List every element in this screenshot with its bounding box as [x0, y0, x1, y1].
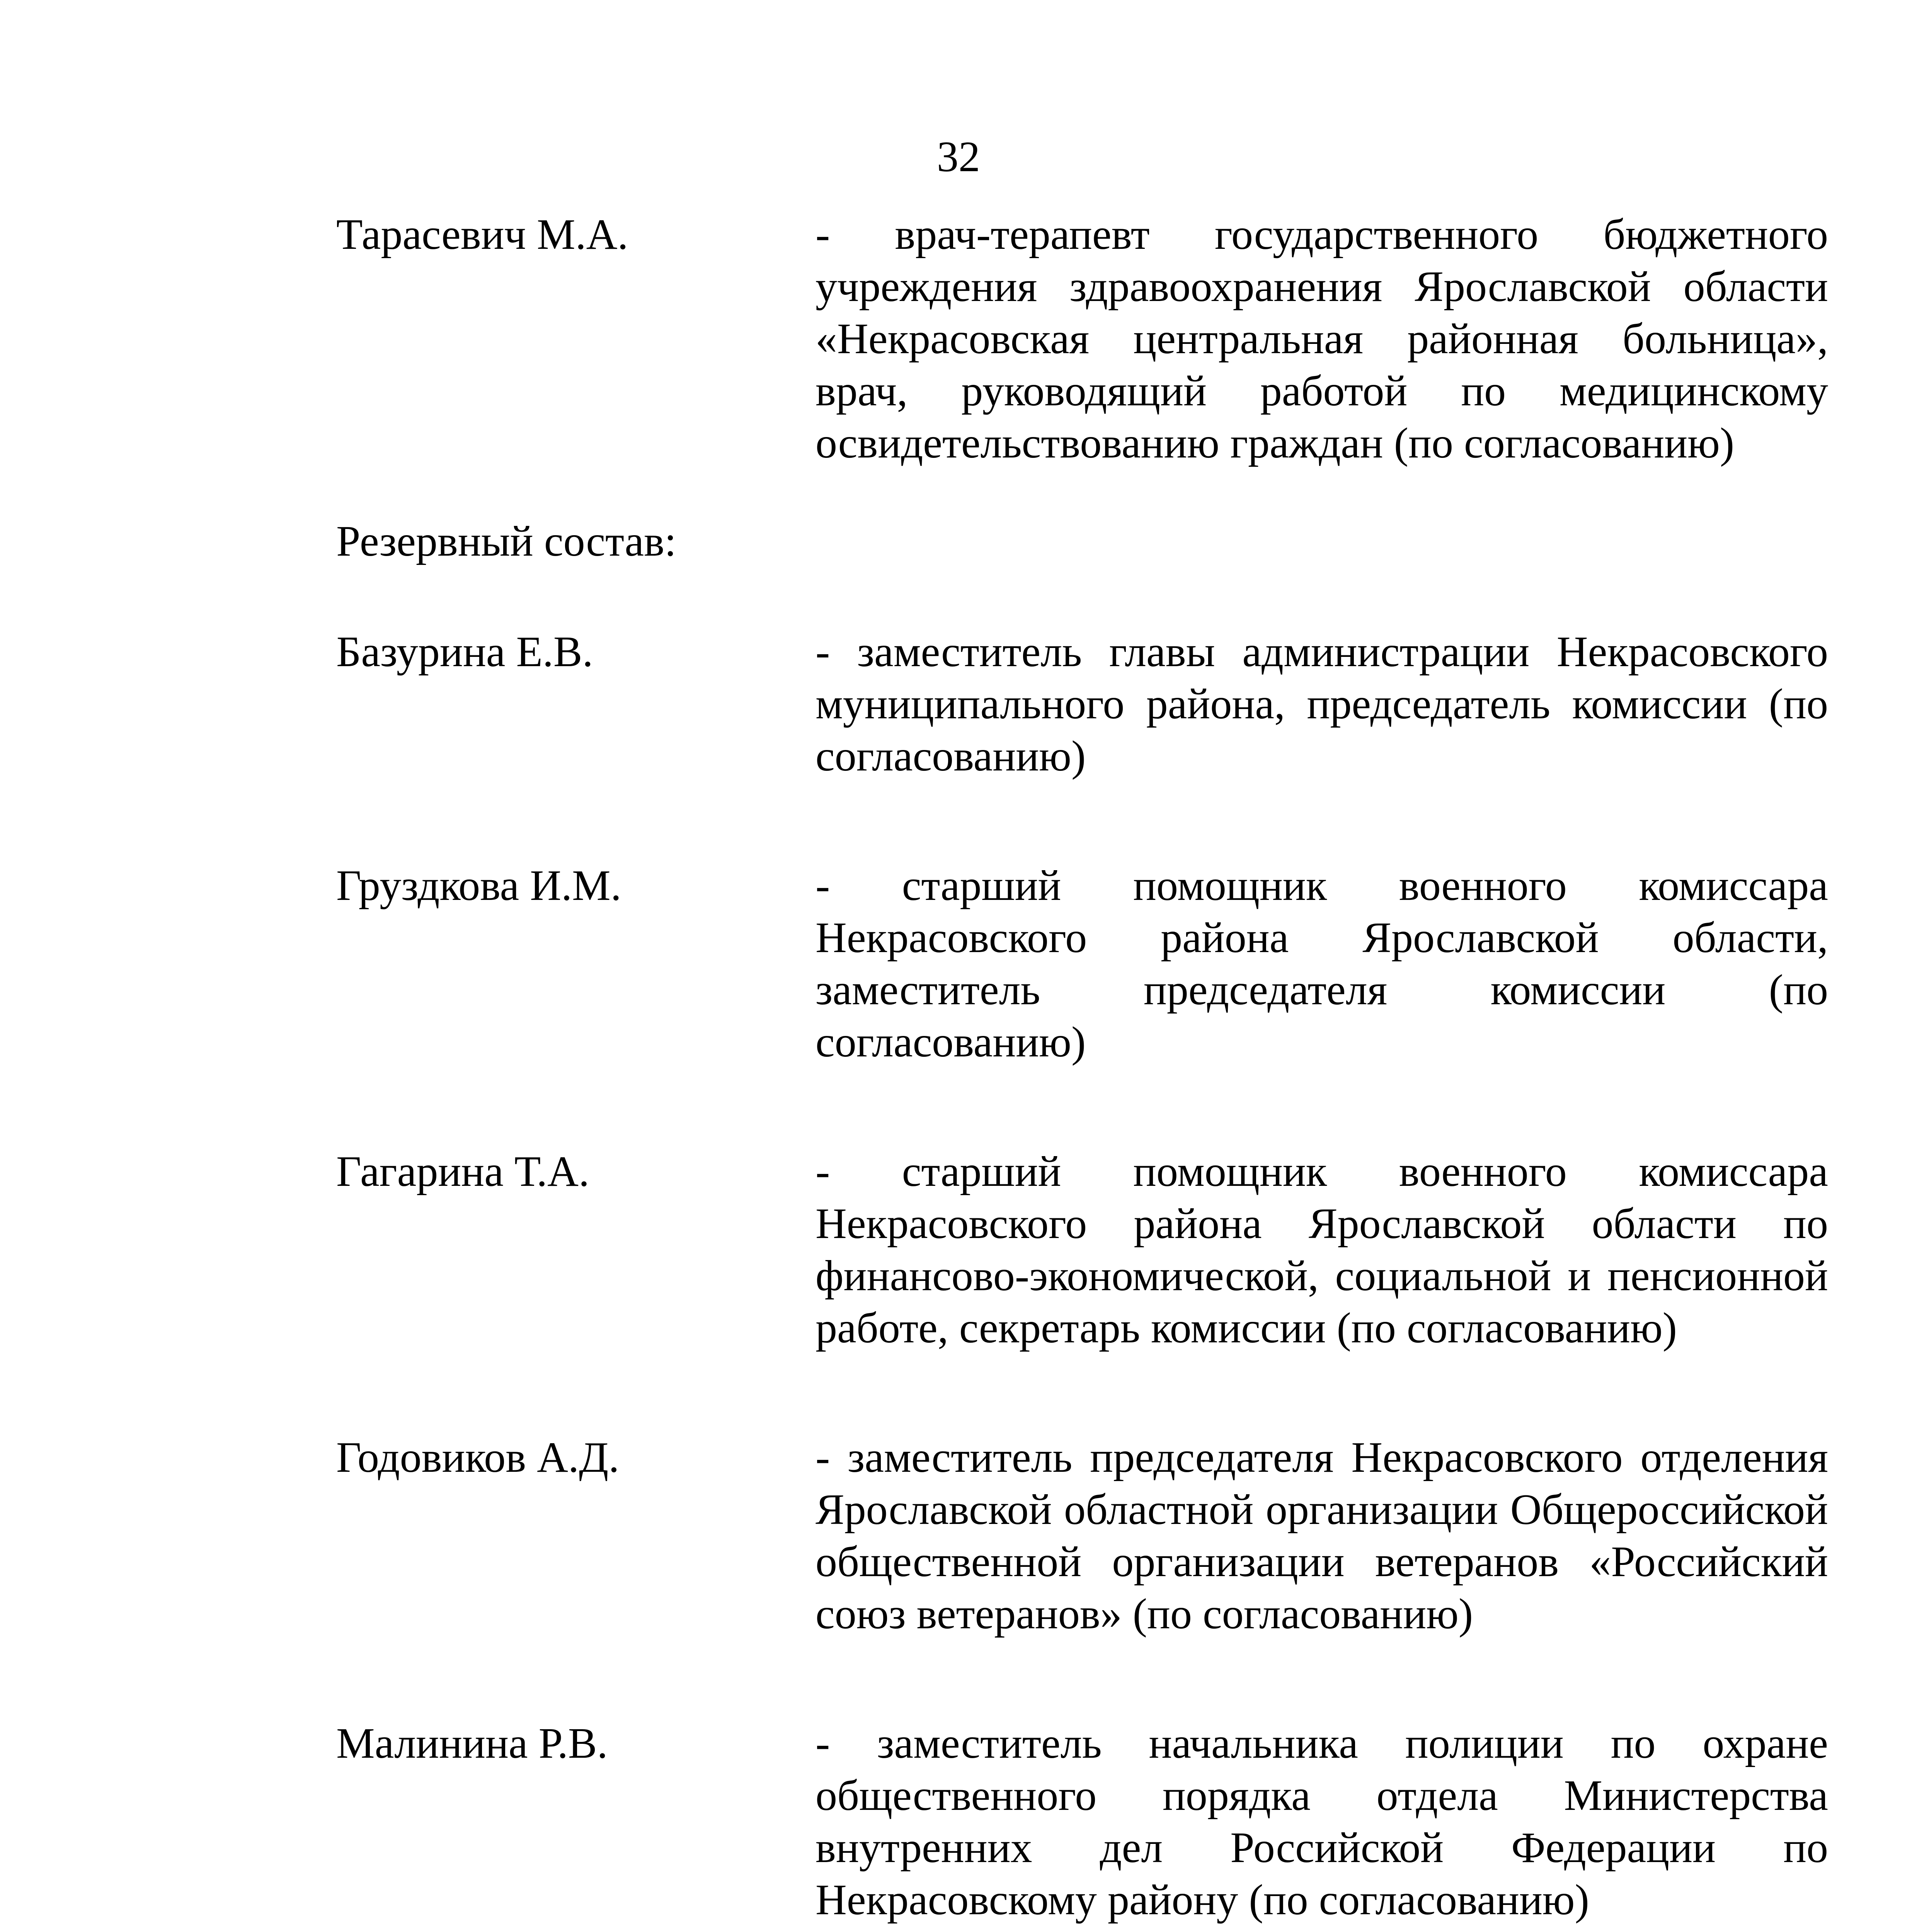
member-name: Малинина Р.В. [336, 1719, 608, 1767]
reserve-member-entry [336, 626, 1828, 782]
member-name: Тарасевич М.А. [336, 211, 628, 259]
member-name: Гагарина Т.А. [336, 1148, 589, 1196]
member-description: - врач-терапевт государственного бюджетного учреждения здравоохранения Ярославской области «Некрасовская центральная районная больница», врач, руководящий работой по медицинскому освидетельствованию граждан (по согласованию) [815, 211, 1828, 467]
member-description: - старший помощник военного комиссара Некрасовского района Ярославской области, заместитель председателя комиссии (по согласованию) [815, 862, 1828, 1066]
member-entry-tarasevich [336, 209, 1828, 547]
reserve-member-entry [336, 860, 1828, 1068]
reserve-member-list [336, 626, 1828, 1932]
reserve-member-entry [336, 1146, 1828, 1354]
member-name: Груздкова И.М. [336, 862, 621, 910]
member-description: - заместитель главы администрации Некрасовского муниципального района, председатель комиссии (по согласованию) [815, 628, 1828, 780]
reserve-member-entry [336, 1432, 1828, 1640]
reserve-section-title: Резервный состав: [336, 517, 677, 565]
member-name: Базурина Е.В. [336, 628, 593, 676]
page-number: 32 [937, 133, 980, 181]
member-description: - заместитель председателя Некрасовского отделения Ярославской областной организации Общероссийской общественной организации ветеранов «Российский союз ветеранов» (по согласованию) [815, 1434, 1828, 1638]
member-description: - старший помощник военного комиссара Некрасовского района Ярославской области по финансово-экономической, социальной и пенсионной работе, секретарь комиссии (по согласованию) [815, 1148, 1828, 1352]
member-name: Годовиков А.Д. [336, 1434, 620, 1481]
member-description: - заместитель начальника полиции по охране общественного порядка отдела Министерства внутренних дел Российской Федерации по Некрасовскому району (по согласованию) [815, 1719, 1828, 1924]
reserve-member-entry [336, 1718, 1828, 1926]
